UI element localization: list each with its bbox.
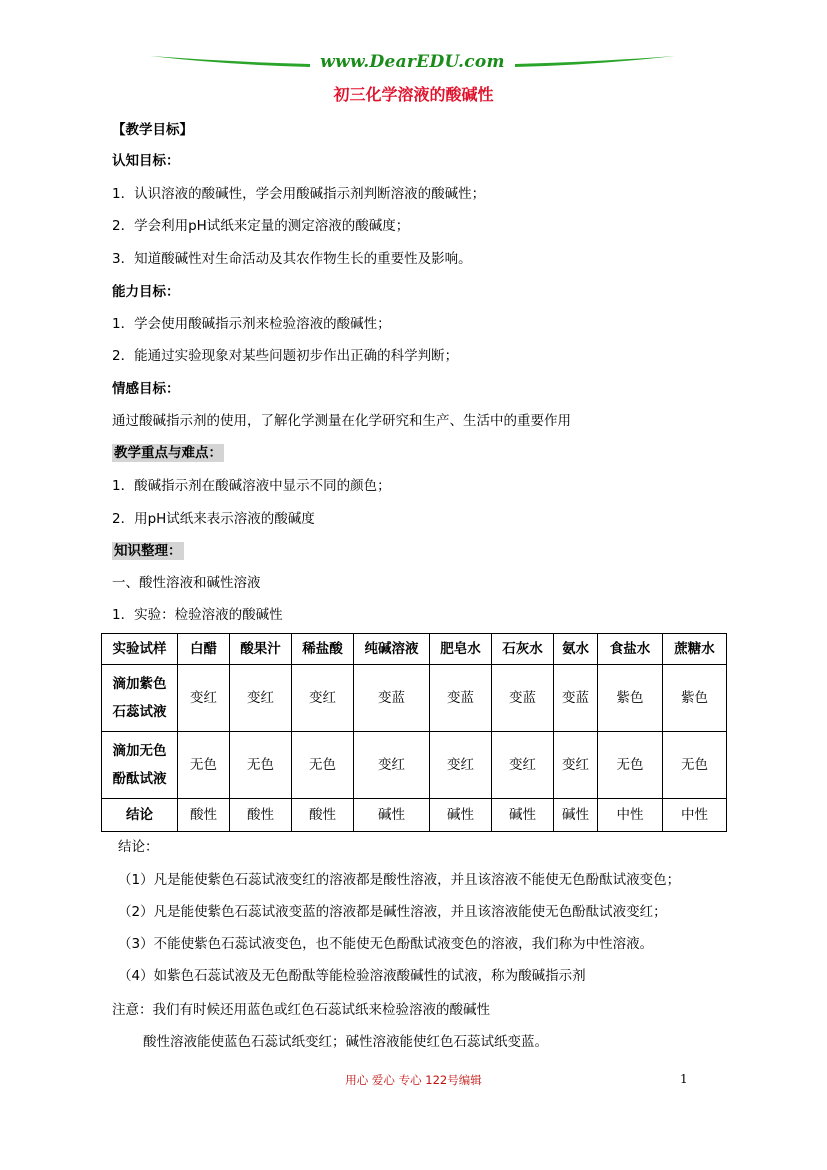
table-row: [102, 665, 727, 732]
emotion-goals-heading: 情感目标：: [112, 381, 180, 397]
key-point-item: 1．酸碱指示剂在酸碱溶液中显示不同的颜色；: [112, 478, 391, 494]
table-row: [102, 799, 727, 832]
table-cell: 中性: [598, 799, 663, 832]
page-header: [150, 50, 675, 74]
table-cell: 无色: [292, 732, 354, 799]
row-label-line: 酚酞试液: [112, 771, 167, 787]
note-detail-text: 酸性溶液能使蓝色石蕊试纸变红；碱性溶液能使红色石蕊试纸变蓝。: [143, 1034, 548, 1050]
teaching-goals-heading: 【教学目标】: [112, 122, 193, 138]
conclusion-item: （2）凡是能使紫色石蕊试液变蓝的溶液都是碱性溶液，并且该溶液能使无色酚酞试液变红；: [118, 904, 667, 920]
table-cell: 碱性: [354, 799, 430, 832]
table-cell: 变蓝: [492, 665, 554, 732]
table-header-row: [102, 634, 727, 665]
table-header-cell: 实验试样: [102, 634, 178, 665]
table-cell: 碱性: [430, 799, 492, 832]
conclusion-item: （3）不能使紫色石蕊试液变色，也不能使无色酚酞试液变色的溶液，我们称为中性溶液。: [118, 936, 654, 952]
page-footer: 用心 爱心 专心 122号编辑: [345, 1073, 482, 1087]
emotion-goals-text: 通过酸碱指示剂的使用，了解化学测量在化学研究和生产、生活中的重要作用: [112, 413, 571, 429]
conclusion-item: （4）如紫色石蕊试液及无色酚酞等能检验溶液酸碱性的试液，称为酸碱指示剂: [118, 968, 586, 984]
table-cell: 变红: [178, 665, 230, 732]
table-header-cell: 食盐水: [598, 634, 663, 665]
cognitive-goals-heading: 认知目标：: [112, 153, 180, 169]
table-header-cell: 纯碱溶液: [354, 634, 430, 665]
table-header-cell: 白醋: [178, 634, 230, 665]
table-header-cell: 蔗糖水: [663, 634, 727, 665]
table-cell: 变蓝: [354, 665, 430, 732]
table-cell: 变红: [492, 732, 554, 799]
table-cell: 变红: [354, 732, 430, 799]
table-cell: 变红: [230, 665, 292, 732]
table-header-cell: 酸果汁: [230, 634, 292, 665]
key-points-label: 教学重点与难点：: [114, 445, 222, 461]
part-one-heading: 一、酸性溶液和碱性溶液: [112, 575, 261, 591]
ability-goals-heading: 能力目标：: [112, 284, 180, 300]
ability-item: 1．学会使用酸碱指示剂来检验溶液的酸碱性；: [112, 316, 391, 332]
cognitive-item: 3．知道酸碱性对生命活动及其农作物生长的重要性及影响。: [112, 251, 472, 267]
table-cell: 碱性: [554, 799, 598, 832]
table-cell: 无色: [598, 732, 663, 799]
table-cell: 酸性: [230, 799, 292, 832]
table-cell: 变蓝: [554, 665, 598, 732]
site-url: www.DearEDU.com: [320, 52, 505, 72]
table-cell: 酸性: [292, 799, 354, 832]
key-point-item: 2．用pH试纸来表示溶液的酸碱度: [112, 511, 315, 527]
table-header-cell: 氨水: [554, 634, 598, 665]
knowledge-label: 知识整理：: [114, 543, 182, 559]
table-cell: 变红: [430, 732, 492, 799]
table-cell: 变蓝: [430, 665, 492, 732]
conclusion-item: （1）凡是能使紫色石蕊试液变红的溶液都是酸性溶液，并且该溶液不能使无色酚酞试液变色；: [118, 872, 681, 888]
conclusion-heading: 结论：: [118, 839, 159, 855]
table-header-cell: 石灰水: [492, 634, 554, 665]
row-label-cell: 结论: [102, 799, 178, 832]
cognitive-item: 2．学会利用pH试纸来定量的测定溶液的酸碱度；: [112, 218, 410, 234]
table-cell: 无色: [178, 732, 230, 799]
ability-item: 2．能通过实验现象对某些问题初步作出正确的科学判断；: [112, 348, 459, 364]
table-header-cell: 稀盐酸: [292, 634, 354, 665]
table-row: [102, 732, 727, 799]
row-label-line: 石蕊试液: [112, 704, 167, 720]
table-cell: 变红: [292, 665, 354, 732]
table-cell: 无色: [663, 732, 727, 799]
table-cell: 紫色: [663, 665, 727, 732]
table-cell: 变红: [554, 732, 598, 799]
table-header-cell: 肥皂水: [430, 634, 492, 665]
table-cell: 无色: [230, 732, 292, 799]
page-number: 1: [680, 1072, 688, 1086]
table-cell: 中性: [663, 799, 727, 832]
note-text: 注意：我们有时候还用蓝色或红色石蕊试纸来检验溶液的酸碱性: [112, 1002, 490, 1018]
row-label-cell: [102, 665, 178, 732]
document-title: 初三化学溶液的酸碱性: [333, 85, 494, 104]
row-label-cell: [102, 732, 178, 799]
table-cell: 碱性: [492, 799, 554, 832]
cognitive-item: 1．认识溶液的酸碱性，学会用酸碱指示剂判断溶液的酸碱性；: [112, 186, 486, 202]
knowledge-heading: [112, 542, 184, 560]
experiment-table: [101, 633, 727, 832]
row-label-line: 滴加紫色: [112, 676, 167, 692]
experiment-heading: 1．实验：检验溶液的酸碱性: [112, 607, 283, 623]
table-cell: 紫色: [598, 665, 663, 732]
key-points-heading: [112, 444, 224, 462]
table-cell: 酸性: [178, 799, 230, 832]
row-label-line: 滴加无色: [112, 743, 167, 759]
